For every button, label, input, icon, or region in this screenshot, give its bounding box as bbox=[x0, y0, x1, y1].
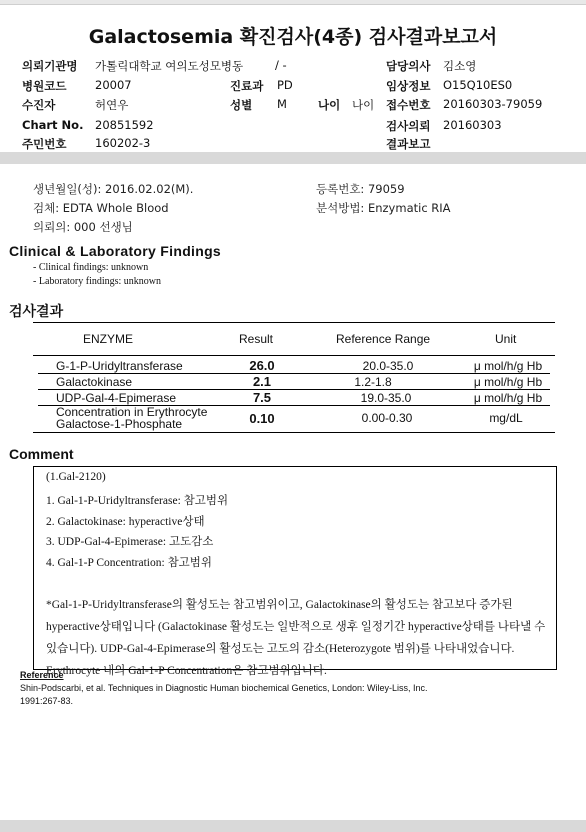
report-title: Galactosemia 확진검사(4종) 검사결과보고서 bbox=[88, 26, 498, 48]
comment-box bbox=[33, 466, 557, 677]
birth-info: 생년월일(성): 2016.02.02(M). bbox=[33, 182, 194, 196]
result-value: 0.10 bbox=[249, 411, 275, 426]
request-value: 20160303 bbox=[443, 118, 502, 132]
comment-line: 2. Galactokinase: hyperactive상태 bbox=[46, 516, 205, 528]
age-value: 나이 bbox=[352, 98, 375, 112]
sex-label: 성별 bbox=[230, 98, 253, 112]
doctor-value: 김소영 bbox=[443, 59, 477, 73]
unit: μ mol/h/g Hb bbox=[473, 375, 543, 389]
col-unit: Unit bbox=[495, 332, 517, 346]
col-reference-range: Reference Range bbox=[336, 332, 431, 346]
enzyme-name: Galactokinase bbox=[56, 375, 133, 389]
enzyme-name: UDP-Gal-4-Epimerase bbox=[56, 391, 177, 405]
id-label: 주민번호 bbox=[22, 137, 67, 151]
findings-heading: Clinical & Laboratory Findings bbox=[9, 243, 222, 259]
report-label: 결과보고 bbox=[386, 137, 431, 151]
patient-value: 허연우 bbox=[95, 98, 129, 112]
table-header-rule bbox=[33, 355, 555, 356]
id-value: 160202-3 bbox=[95, 136, 151, 150]
reference-line2: 1991:267-83. bbox=[20, 696, 74, 706]
clinical-findings: - Clinical findings: unknown bbox=[33, 262, 149, 273]
ward-value: / - bbox=[275, 58, 287, 72]
row-rule bbox=[38, 373, 550, 374]
reference-range: 20.0-35.0 bbox=[362, 359, 414, 373]
col-result: Result bbox=[239, 332, 274, 346]
reference-heading: Reference bbox=[20, 670, 64, 680]
requester-info: 의뢰의: 000 선생님 bbox=[33, 220, 133, 234]
comment-line: 3. UDP-Gal-4-Epimerase: 고도감소 bbox=[46, 536, 214, 548]
receipt-value: 20160303-79059 bbox=[443, 97, 543, 111]
comment-heading: Comment bbox=[9, 446, 74, 462]
row-rule bbox=[38, 389, 550, 390]
doctor-label: 담당의사 bbox=[386, 59, 431, 73]
request-label: 검사의뢰 bbox=[386, 119, 431, 133]
hospital-label: 의뢰기관명 bbox=[22, 59, 78, 73]
clinical-value: O15Q10ES0 bbox=[443, 78, 513, 92]
enzyme-name-line1: Concentration in Erythrocyte bbox=[56, 405, 208, 419]
dept-value: PD bbox=[277, 78, 293, 92]
unit: μ mol/h/g Hb bbox=[473, 359, 543, 373]
specimen-info: 검체: EDTA Whole Blood bbox=[33, 201, 169, 215]
unit: μ mol/h/g Hb bbox=[473, 391, 543, 405]
unit: mg/dL bbox=[489, 411, 523, 425]
age-label: 나이 bbox=[318, 98, 341, 112]
receipt-label: 접수번호 bbox=[386, 98, 431, 112]
results-heading: 검사결과 bbox=[9, 303, 64, 319]
result-value: 2.1 bbox=[252, 374, 272, 389]
result-value: 26.0 bbox=[249, 358, 275, 373]
comment-line: (1.Gal-2120) bbox=[46, 471, 106, 483]
enzyme-name: G-1-P-Uridyltransferase bbox=[56, 359, 183, 373]
chart-value: 20851592 bbox=[95, 118, 154, 132]
table-bottom-rule bbox=[33, 432, 555, 433]
footer-band bbox=[0, 820, 586, 832]
clinical-label: 임상정보 bbox=[386, 79, 431, 93]
comment-line: 1. Gal-1-P-Uridyltransferase: 참고범위 bbox=[46, 495, 229, 507]
col-enzyme: ENZYME bbox=[83, 332, 134, 346]
reference-range: 19.0-35.0 bbox=[360, 391, 412, 405]
reference-range: 1.2-1.8 bbox=[354, 375, 392, 389]
header-divider-band bbox=[0, 152, 586, 164]
sex-value: M bbox=[277, 97, 287, 111]
code-value: 20007 bbox=[95, 78, 132, 92]
patient-label: 수진자 bbox=[22, 98, 56, 112]
laboratory-findings: - Laboratory findings: unknown bbox=[33, 276, 162, 287]
comment-paragraph: *Gal-1-P-Uridyltransferase의 활성도는 참고범위이고, Galactokinase의 활성도는 참고보다 증가된 hyperactive상태입니다 (Galactokinase 활성도는 일반적으로 생후 일정기간 hyperactive상태를 나타낼 수 있습니다). UDP-Gal-4-Epimerase의 활성도는 고도의 감소(Heterozygote 범위)를 나타내었습니다. Erythrocyte 내의 Gal-1-P Concentration은 참고범위입니다. bbox=[46, 599, 546, 677]
dept-label: 진료과 bbox=[230, 79, 264, 93]
reference-line1: Shin-Podscarbi, et al. Techniques in Diagnostic Human biochemical Genetics, London: Wiley-Liss, Inc. bbox=[20, 683, 428, 693]
hospital-value: 가톨릭대학교 여의도성모병동 bbox=[95, 59, 244, 73]
reference-range: 0.00-0.30 bbox=[361, 411, 413, 425]
method-info: 분석방법: Enzymatic RIA bbox=[316, 201, 451, 215]
code-label: 병원코드 bbox=[22, 79, 67, 93]
table-top-rule bbox=[33, 322, 555, 323]
enzyme-name-line2: Galactose-1-Phosphate bbox=[56, 417, 183, 431]
result-value: 7.5 bbox=[252, 390, 272, 405]
chart-label: Chart No. bbox=[22, 118, 84, 132]
comment-line: 4. Gal-1-P Concentration: 참고범위 bbox=[46, 557, 213, 569]
top-border bbox=[0, 0, 586, 5]
registration-number: 등록번호: 79059 bbox=[316, 182, 405, 196]
